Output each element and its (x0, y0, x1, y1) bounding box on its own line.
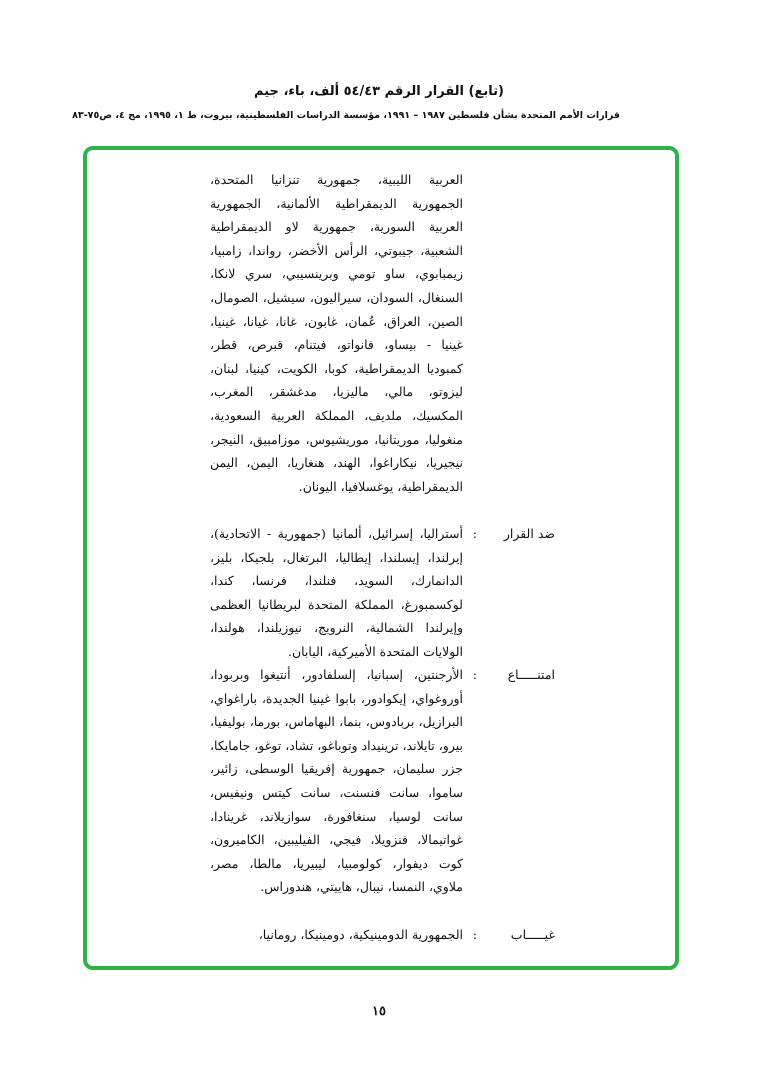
abstain-section (210, 663, 555, 899)
page-number: ١٥ (372, 1004, 386, 1019)
absent-label: غيـــــاب (510, 927, 555, 942)
against-section (210, 522, 555, 664)
against-countries: أستراليا، إسرائيل، ألمانيا (جمهورية - الاتحادية)، إيرلندا، إيسلندا، إيطاليا، البرتغال، بلجيكا، بليز، الدانمارك، السويد، فنلندا، فرنسا، كندا، لوكسمبورغ، المملكة المتحدة لبريطانيا العظمى وإيرلندا الشمالية، النرويج، نيوزيلندا، هولندا، الولايات المتحدة الأميركية، اليابان. (210, 526, 463, 659)
in-favor-section (210, 168, 555, 498)
absent-countries: الجمهورية الدومينيكية، دومينيكا، رومانيا، (258, 927, 463, 942)
abstain-colon: : (472, 667, 477, 682)
absent-section (210, 923, 555, 947)
against-colon: : (472, 526, 477, 541)
page-title: (تابع) القرار الرقم ٥٤/٤٣ ألف، باء، جيم (254, 84, 504, 99)
against-label: ضد القرار (503, 526, 555, 541)
abstain-label: امتنـــــاع (507, 667, 555, 682)
in-favor-countries: العربية الليبية، جمهورية تنزانيا المتحدة، الجمهورية الديمقراطية الألمانية، الجمهورية العربية السورية، جمهورية لاو الديمقراطية الشعبية، جيبوتي، الرأس الأخضر، رواندا، زامبيا، زيمبابوي، ساو تومي وبرينسيبي، سري لانكا، السنغال، السودان، سيراليون، سيشيل، الصومال، الصين، العراق، عُمان، غابون، غانا، غيانا، غينيا، غينيا - بيساو، فانواتو، فيتنام، قبرص، قطر، كمبوديا الديمقراطية، كوبا، الكويت، كينيا، لبنان، ليزوتو، مالي، ماليزيا، مدغشقر، المغرب، المكسيك، ملديف، المملكة العربية السعودية، منغوليا، موريتانيا، موريشيوس، موزامبيق، النيجر، نيجيريا، نيكاراغوا، الهند، هنغاريا، اليمن، اليمن الديمقراطية، يوغسلافيا، اليونان. (210, 172, 463, 494)
abstain-countries: الأرجنتين، إسبانيا، إلسلفادور، أنتيغوا وبربودا، أوروغواي، إيكوادور، بابوا غينيا الجديدة، باراغواي، البرازيل، بربادوس، بنما، البهاماس، بورما، بوليفيا، بيرو، تايلاند، ترينيداد وتوباغو، تشاد، توغو، جامايكا، جزر سليمان، جمهورية إفريقيا الوسطى، زائير، ساموا، سانت فنسنت، سانت كيتس ونيفيس، سانت لوسيا، سنغافورة، سوازيلاند، غرينادا، غواتيمالا، فنزويلا، فيجي، الفيليبين، الكاميرون، كوت ديفوار، كولومبيا، ليبيريا، مالطا، مصر، ملاوي، النمسا، نيبال، هاييتي، هندوراس. (210, 667, 463, 895)
absent-colon: : (472, 927, 477, 942)
source-citation: قرارات الأمم المتحدة بشأن فلسطين ١٩٨٧ – ١٩٩١، مؤسسة الدراسات الفلسطينية، بيروت، ط ١، ١٩٩٥، مج ٤، ص٧٥-٨٣ (72, 110, 620, 121)
